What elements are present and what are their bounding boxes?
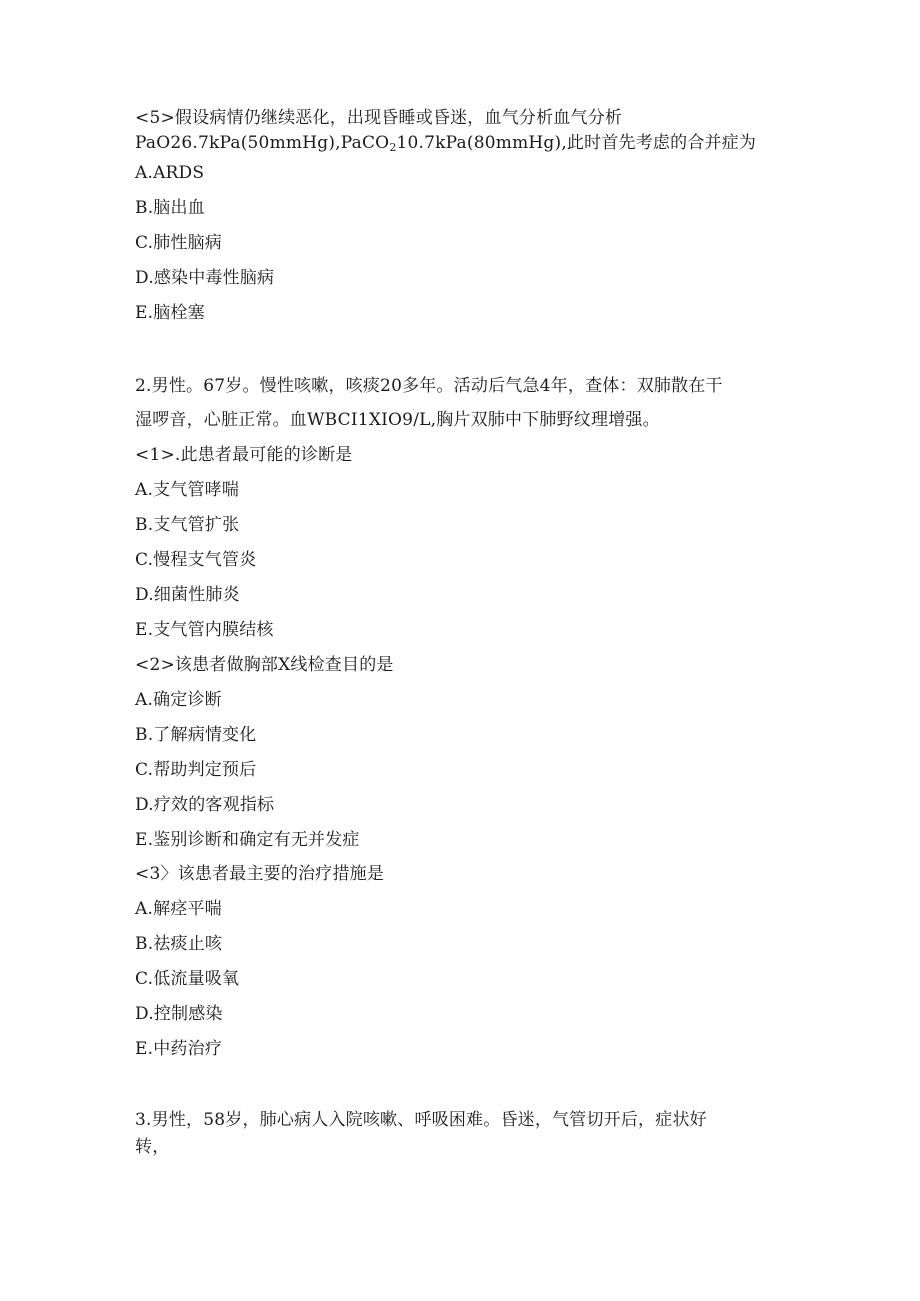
option-a: A.支气管哮喘 <box>135 480 240 500</box>
option-b: B.祛痰止咳 <box>135 934 223 954</box>
q2-sub2-question: <2>该患者做胸部X线检查目的是 <box>135 655 394 675</box>
option-c: C.肺性脑病 <box>135 233 223 253</box>
option-e: E.中药治疗 <box>135 1039 223 1059</box>
option-d: D.细菌性肺炎 <box>135 585 240 605</box>
option-b: B.了解病情变化 <box>135 725 257 745</box>
q3-stem-line1: 3.男性，58岁，肺心病人入院咳嗽、呼吸困难。昏迷，气管切开后，症状好 <box>135 1110 707 1130</box>
option-a: A.ARDS <box>135 163 205 183</box>
q2-stem-line2: 湿啰音，心脏正常。血WBCI1XIO9/L,胸片双肺中下肺野纹理增强。 <box>135 410 660 430</box>
option-b: B.支气管扩张 <box>135 515 240 535</box>
option-e: E.支气管内膜结核 <box>135 620 274 640</box>
stem-text: 10.7kPa(80mmHg),此时首先考虑的合并症为 <box>396 133 757 153</box>
option-c: C.慢程支气管炎 <box>135 550 257 570</box>
option-c: C.低流量吸氧 <box>135 969 240 989</box>
q1-part5-stem-line2 <box>135 131 756 160</box>
option-d: D.感染中毒性脑病 <box>135 268 275 288</box>
q2-stem-line1: 2.男性。67岁。慢性咳嗽，咳痰20多年。活动后气急4年，查体：双肺散在干 <box>135 376 723 396</box>
stem-text: PaO26.7kPa(50mmHg),PaCO <box>135 133 390 153</box>
option-e: E.脑栓塞 <box>135 303 205 323</box>
option-d: D.疗效的客观指标 <box>135 795 275 815</box>
q2-sub3-question: <3〉该患者最主要的治疗措施是 <box>135 864 385 884</box>
option-e: E.鉴别诊断和确定有无并发症 <box>135 830 360 850</box>
option-d: D.控制感染 <box>135 1004 223 1024</box>
subscript: 2 <box>389 141 397 154</box>
option-a: A.解痉平喘 <box>135 899 222 919</box>
option-c: C.帮助判定预后 <box>135 760 257 780</box>
option-a: A.确定诊断 <box>135 690 222 710</box>
q2-sub1-question: <1>.此患者最可能的诊断是 <box>135 445 353 465</box>
option-b: B.脑出血 <box>135 198 205 218</box>
q3-stem-line2: 转， <box>135 1137 170 1157</box>
q1-part5-stem-line1: <5>假设病情仍继续恶化，出现昏睡或昏迷，血气分析血气分析 <box>135 108 623 128</box>
